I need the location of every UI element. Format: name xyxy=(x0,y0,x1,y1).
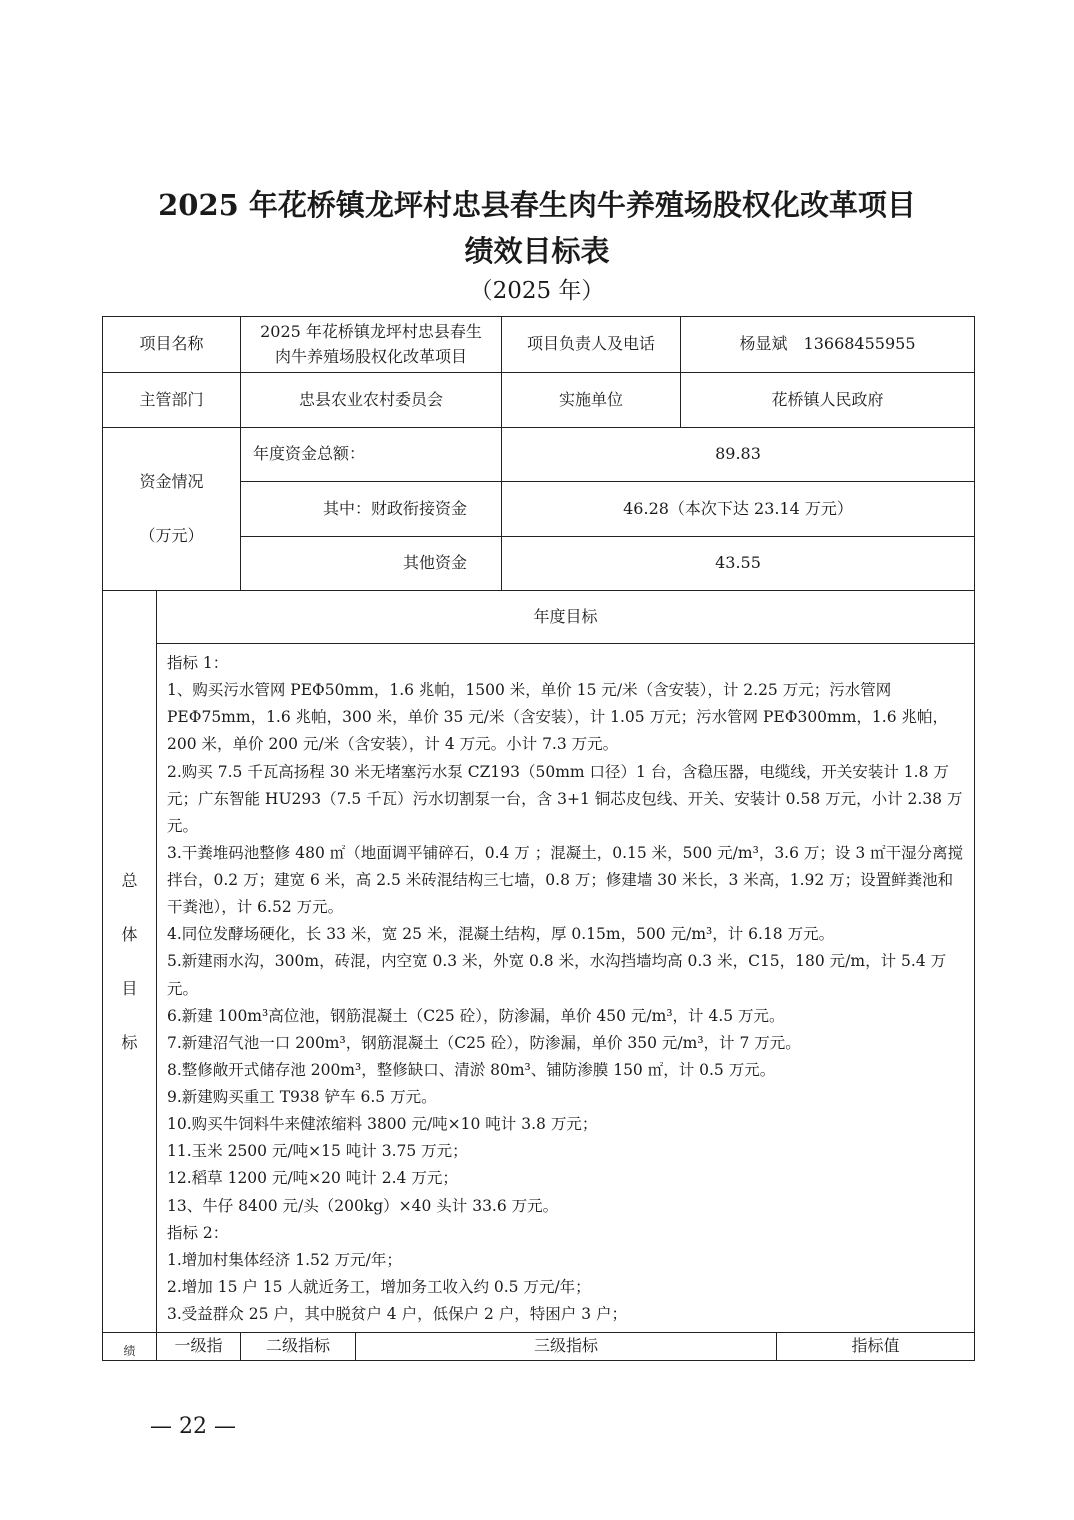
annual-goal-body-row xyxy=(103,644,975,1333)
project-name-line1: 2025 年花桥镇龙坪村忠县春生 xyxy=(260,321,482,341)
goal-line: 1.增加村集体经济 1.52 万元/年； xyxy=(167,1250,402,1269)
department-label: 主管部门 xyxy=(103,373,241,428)
project-name-row xyxy=(103,317,975,373)
annual-goal-header-row xyxy=(103,591,975,644)
indicator-col-level1: 一级指 xyxy=(157,1333,241,1361)
goal-line: 11.玉米 2500 元/吨×15 吨计 3.75 万元； xyxy=(167,1142,468,1161)
funding-label-line1: 资金情况 xyxy=(139,472,204,491)
annual-goal-content xyxy=(157,644,975,1333)
indicator-side-char: 绩 xyxy=(103,1333,157,1361)
goal-line: 5.新建雨水沟，300m，砖混，内空宽 0.3 米，外宽 0.8 米，水沟挡墙均高 0.3 米，C15，180 元/m，计 5.4 万元。 xyxy=(167,952,947,998)
side-char: 标 xyxy=(121,1032,138,1052)
department-value: 忠县农业农村委员会 xyxy=(241,373,502,428)
goal-line: 指标 2： xyxy=(167,1223,229,1242)
overall-goal-side-label xyxy=(103,591,157,1333)
implementing-unit-label: 实施单位 xyxy=(502,373,681,428)
document-subtitle: 绩效目标表 xyxy=(464,234,610,268)
goal-line: 4.同位发酵场硬化，长 33 米，宽 25 米，混凝土结构，厚 0.15m，500 元/m³，计 6.18 万元。 xyxy=(167,925,835,944)
annual-goal-header: 年度目标 xyxy=(157,591,975,644)
goal-line: 9.新建购买重工 T938 铲车 6.5 万元。 xyxy=(167,1088,437,1106)
goal-line: 指标 1： xyxy=(167,654,229,672)
fiscal-funding-label: 其中：财政衔接资金 xyxy=(241,482,502,537)
side-char: 体 xyxy=(121,924,138,944)
goal-line: 13、牛仔 8400 元/头（200kg）×40 头计 33.6 万元。 xyxy=(167,1196,559,1215)
page-number: — 22 — xyxy=(150,1414,236,1439)
indicator-header-row xyxy=(103,1333,975,1361)
other-funding-label: 其他资金 xyxy=(241,537,502,591)
goal-line: 3.干粪堆码池整修 480 ㎡（地面调平铺碎石，0.4 万 ；混凝土，0.15 米，500 元/m³，3.6 万；设 3 ㎡干湿分离搅拌台，0.2 万；建宽 6 米，高 2.5 米砖混结构三七墙，0.8 万；修建墙 30 米长，3 米高，1.92 万；设置鲜粪池和干粪池），计 6.52 万元。 xyxy=(167,843,964,917)
side-char: 目 xyxy=(121,978,138,998)
document-year: （2025 年） xyxy=(469,278,605,304)
side-char: 总 xyxy=(121,870,138,890)
document-title: 2025 年花桥镇龙坪村忠县春生肉牛养殖场股权化改革项目 xyxy=(158,188,916,222)
goal-line: 3.受益群众 25 户，其中脱贫户 4 户，低保户 2 户，特困户 3 户； xyxy=(167,1305,628,1323)
other-funding-value: 43.55 xyxy=(502,537,975,591)
fiscal-funding-value: 46.28（本次下达 23.14 万元） xyxy=(502,482,975,537)
goal-line: 12.稻草 1200 元/吨×20 吨计 2.4 万元； xyxy=(167,1169,458,1188)
project-owner-value: 杨显斌 13668455955 xyxy=(681,317,975,373)
implementing-unit-value: 花桥镇人民政府 xyxy=(681,373,975,428)
indicator-col-level3: 三级指标 xyxy=(356,1333,777,1361)
project-name-value xyxy=(241,317,502,373)
department-row xyxy=(103,373,975,428)
goal-line: 1、购买污水管网 PEΦ50mm，1.6 兆帕，1500 米，单价 15 元/米（含安装），计 2.25 万元；污水管网 PEΦ75mm，1.6 兆帕，300 米，单价 35 元/米（含安装），计 1.05 万元；污水管网 PEΦ300mm，1.6 兆帕，200 米，单价 200 元/米（含安装），计 4 万元。小计 7.3 万元。 xyxy=(167,681,949,754)
goal-line: 7.新建沼气池一口 200m³，钢筋混凝土（C25 砼），防渗漏，单价 350 元/m³，计 7 万元。 xyxy=(167,1033,801,1052)
project-name-line2: 肉牛养殖场股权化改革项目 xyxy=(275,346,468,366)
annual-total-value: 89.83 xyxy=(502,428,975,482)
funding-label-line2: （万元） xyxy=(139,526,204,545)
funding-total-row xyxy=(103,428,975,482)
project-name-label: 项目名称 xyxy=(103,317,241,373)
project-owner-label: 项目负责人及电话 xyxy=(502,317,681,373)
goal-line: 10.购买牛饲料牛来健浓缩料 3800 元/吨×10 吨计 3.8 万元； xyxy=(167,1115,598,1134)
funding-label xyxy=(103,428,241,591)
goal-line: 2.购买 7.5 千瓦高扬程 30 米无堵塞污水泵 CZ193（50mm 口径）1 台，含稳压器，电缆线，开关安装计 1.8 万元；广东智能 HU293（7.5 千瓦）污水切割泵一台，含 3+1 铜芯皮包线、开关、安装计 0.58 万元，小计 2.38 万元。 xyxy=(167,762,963,835)
goal-line: 2.增加 15 户 15 人就近务工，增加务工收入约 0.5 万元/年； xyxy=(167,1277,591,1296)
annual-total-label: 年度资金总额： xyxy=(241,428,502,482)
indicator-col-level2: 二级指标 xyxy=(241,1333,356,1361)
performance-goal-table xyxy=(102,316,975,1361)
goal-line: 6.新建 100m³高位池，钢筋混凝土（C25 砼），防渗漏，单价 450 元/m³，计 4.5 万元。 xyxy=(167,1006,785,1025)
goal-line: 8.整修敞开式储存池 200m³，整修缺口、清淤 80m³、铺防渗膜 150 ㎡，计 0.5 万元。 xyxy=(167,1060,776,1079)
indicator-col-value: 指标值 xyxy=(777,1333,975,1361)
